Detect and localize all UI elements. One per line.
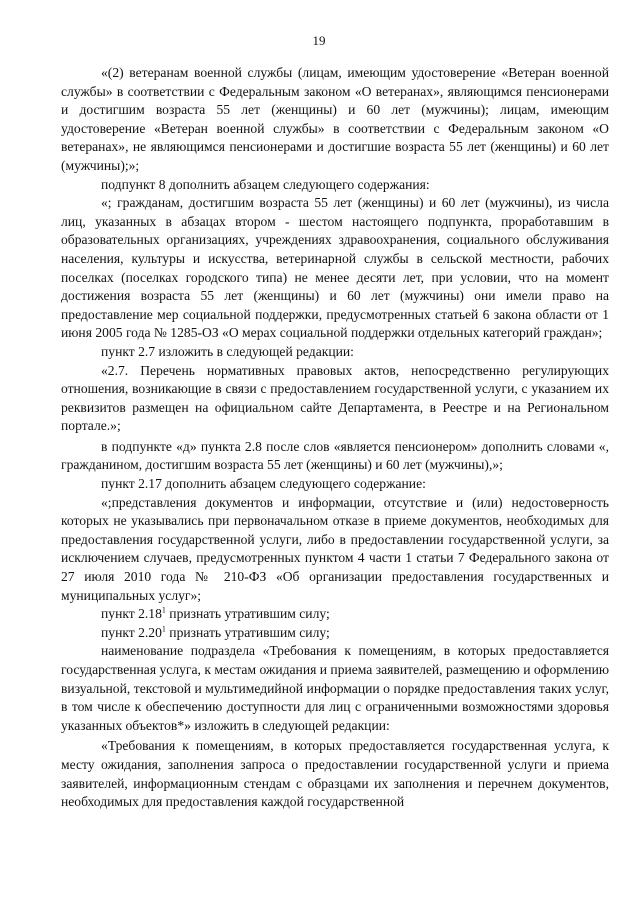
paragraph-requirements: «Требования к помещениям, в которых предоставляется государственная услуга, к месту ожидания, заполнения запроса о предоставлении государственной услуги и приема заявителей, информационным стендам с образцами их заполнения и перечнем документов, необходимых для предоставления каждой государственной [61,738,609,810]
repealed-point-label: пункт 2.20 [101,624,162,640]
paragraph-point-2-17: пункт 2.17 дополнить абзацем следующего содержание: [101,476,426,492]
superscript-index: 1 [161,624,166,634]
repealed-point-text: признать утратившим силу; [165,606,330,622]
paragraph-subpoint-8-text: «; гражданам, достигшим возраста 55 лет (женщины) и 60 лет (мужчины), из числа лиц, указанных в абзацах втором - шестом настоящего подпункта, проработавшим в образовательных организациях, учреждениях здравоохранения, социального обслуживания населения, культуры и искусства, ветеринарной службы в сельской местности, рабочих поселках (поселках городского типа) не менее десяти лет, при условии, что на момент достижения возраста 55 лет (женщины) и 60 лет (мужчины) они имели право на предоставление мер социальной поддержки, предусмотренных статьей 6 закона области от 1 июня 2005 года № 1285-ОЗ «О мерах социальной поддержки отдельных категорий граждан»; [61,195,609,341]
repealed-point-label: пункт 2.18 [101,606,162,622]
page-number: 19 [312,33,326,48]
paragraph-point-2-8: в подпункте «д» пункта 2.8 после слов «является пенсионером» дополнить словами «, гражданином, достигшим возраста 55 лет (женщины) и 60 лет (мужчины),»; [61,438,609,473]
paragraph-point-2-7: пункт 2.7 изложить в следующей редакции: [101,343,354,359]
superscript-index: 1 [161,605,166,615]
paragraph-point-2-18-1 [61,605,609,624]
paragraph-subpoint-8: подпункт 8 дополнить абзацем следующего содержания: [101,176,430,192]
paragraph-subsection-title: наименование подраздела «Требования к помещениям, в которых предоставляется государственная услуга, к местам ожидания и приема заявителей, размещению и оформлению визуальной, текстовой и мультимедийной информации о порядке предоставления таких услуг, в том числе к обеспечению доступности для лиц с ограниченными возможностями здоровья указанных объектов*» изложить в следующей редакции: [61,643,609,733]
paragraph-point-2-17-text: «;представления документов и информации, отсутствие и (или) недостоверность которых не указывались при первоначальном отказе в приеме документов, необходимых для предоставления государственной услуги, либо в предоставлении государственной услуги, за исключением случаев, предусмотренных пунктом 4 части 1 статьи 7 Федерального закона от 27 июля 2010 года № 210-ФЗ «Об организации предоставления государственных и муниципальных услуг»; [61,494,609,603]
repealed-point-text: признать утратившим силу; [165,624,330,640]
paragraph-point-2-7-text: «2.7. Перечень нормативных правовых актов, непосредственно регулирующих отношения, возникающие в связи с предоставлением государственной услуги, с указанием их реквизитов размещен на официальном сайте Департамента, в Реестре и на Региональном портале.»; [61,362,609,434]
paragraph-veterans: «(2) ветеранам военной службы (лицам, имеющим удостоверение «Ветеран военной службы» в соответствии с Федеральным законом «О ветеранах», являющимся пенсионерами и достигшим возраста 55 лет (женщины) и 60 лет (мужчины); лицам, имеющим удостоверение «Ветеран военной службы» в соответствии с Федеральным законом «О ветеранах», не являющимся пенсионерами и достигшие возраста 55 лет (женщины) и 60 лет (мужчины);»; [61,65,609,173]
document-body [61,64,609,812]
paragraph-point-2-20-1 [61,624,609,643]
